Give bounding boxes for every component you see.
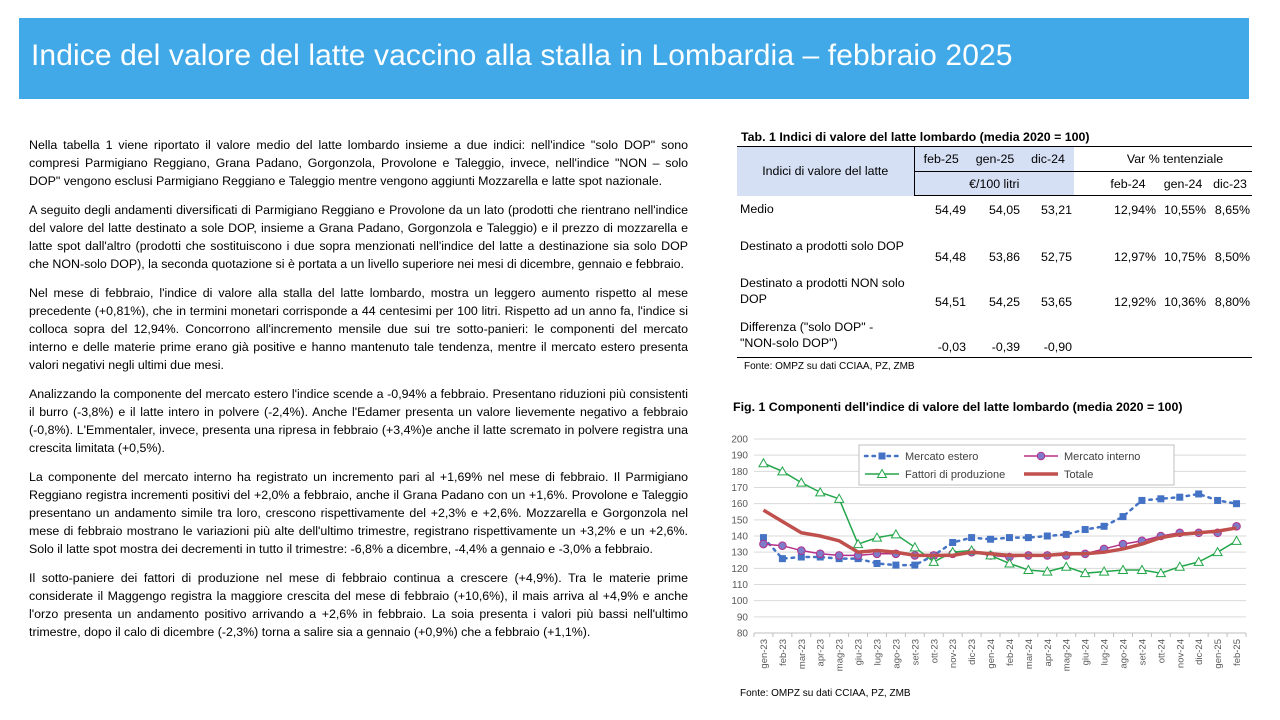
- y-tick-label: 200: [731, 434, 748, 446]
- var-month-2: gen-24: [1158, 172, 1208, 196]
- row-label: Destinato a prodotti NON solo DOP: [740, 276, 905, 306]
- table-row: [737, 314, 1252, 358]
- x-tick-label: mar-24: [1023, 639, 1035, 670]
- data-point: [1195, 490, 1202, 497]
- chart-legend: [859, 445, 1174, 485]
- table-row: [737, 269, 1252, 314]
- x-tick-label: dic-23: [967, 639, 979, 665]
- x-tick-label: mag-24: [1061, 639, 1073, 672]
- table-cell: 10,75%: [1163, 249, 1206, 264]
- col-month-1: feb-25: [914, 147, 968, 172]
- table-cell: 54,49: [934, 202, 966, 217]
- table-cell: -0,03: [914, 314, 968, 358]
- title-banner: [19, 18, 1249, 99]
- data-point: [1120, 513, 1127, 520]
- table-cell: 54,51: [934, 294, 966, 309]
- table-cell: 54,25: [988, 294, 1020, 309]
- x-tick-label: nov-23: [948, 639, 960, 669]
- table-cell: 52,75: [1040, 249, 1072, 264]
- y-tick-label: 90: [736, 612, 748, 624]
- data-point: [1005, 559, 1014, 567]
- figure-title: Fig. 1 Componenti dell'indice di valore del latte lombardo (media 2020 = 100): [733, 400, 1183, 414]
- col-month-3: dic-24: [1022, 147, 1074, 172]
- x-tick-label: ago-23: [891, 639, 903, 669]
- x-tick-label: feb-25: [1232, 639, 1244, 666]
- row-label: Differenza ("solo DOP" - "NON-solo DOP"): [737, 314, 914, 358]
- data-point: [968, 534, 975, 541]
- figure-source: Fonte: OMPZ su dati CCIAA, PZ, ZMB: [740, 688, 911, 699]
- data-point: [816, 488, 825, 496]
- data-point: [892, 562, 899, 569]
- data-point: [797, 478, 806, 486]
- y-axis-ticks: [731, 435, 748, 640]
- col-month-2: gen-25: [968, 147, 1022, 172]
- data-point: [987, 536, 994, 543]
- data-point: [911, 562, 918, 569]
- x-tick-label: gen-24: [986, 639, 998, 669]
- table-cell: 12,92%: [1113, 294, 1156, 309]
- legend-marker: [879, 453, 886, 460]
- table-cell: -0,39: [968, 314, 1022, 358]
- table-cell: 8,65%: [1214, 202, 1250, 217]
- data-point: [760, 540, 768, 548]
- page-title: Indice del valore del latte vaccino alla stalla in Lombardia – febbraio 2025: [31, 39, 1013, 72]
- y-tick-label: 150: [731, 515, 748, 527]
- var-month-1: feb-24: [1098, 172, 1158, 196]
- x-tick-label: lug-23: [872, 639, 884, 666]
- row-label: Medio: [740, 201, 774, 216]
- x-tick-label: feb-24: [1004, 639, 1016, 666]
- row-label: Destinato a prodotti solo DOP: [740, 239, 904, 253]
- legend-label: Fattori di produzione: [905, 469, 1006, 481]
- x-tick-label: gen-23: [758, 639, 770, 669]
- paragraph-1: Nella tabella 1 viene riportato il valore medio del latte lombardo insieme a due indici: nell'indice "solo DOP" sono compresi Parmigiano Reggiano, Grana Padano, Gorgonzola, Provolone e Taleggio, invece, nell'indice "NON – solo DOP" vengono esclusi Parmigiano Reggiano e Taleggio mentre vengono aggiunti Mozzarella e latte spot nazionale.: [29, 138, 688, 188]
- data-point: [779, 542, 787, 550]
- table-cell: 54,48: [934, 249, 966, 264]
- paragraph-2: A seguito degli andamenti diversificati di Parmigiano Reggiano e Provolone da un lato (prodotti che rientrano nell'indice del valore del latte destinato a sole DOP, insieme a Grana Padano, Gorgonzola e Taleggio) e il prezzo di mozzarella e latte spot dall'altro (prodotti che sostituiscono i due sopra menzionati nell'indice del latte a destinazione sia solo DOP che NON-solo DOP), la seconda quotazione si è portata a un livello superiore nei mesi di dicembre, gennaio e febbraio.: [29, 203, 688, 271]
- x-tick-label: lug-24: [1099, 639, 1111, 666]
- data-point: [1233, 500, 1240, 507]
- data-point: [798, 547, 806, 555]
- x-tick-label: dic-24: [1194, 639, 1206, 665]
- data-point: [1062, 562, 1071, 570]
- table-cell: 10,36%: [1163, 294, 1206, 309]
- paragraph-3: Nel mese di febbraio, l'indice di valore alla stalla del latte lombardo, mostra un leggero aumento rispetto al mese precedente (+0,81%), che in termini monetari corrisponde a 44 centesimi per 100 litri. Rispetto ad un anno fa, l'indice si colloca sopra del 12,94%. Concorrono all'incremento mensile due sui tre sotto-panieri: le componenti del mercato interno e delle materie prime erano già positive e hanno mantenuto tale tendenza, mentre il mercato estero presenta valori negativi negli ultimi due mesi.: [29, 286, 688, 372]
- y-tick-label: 80: [736, 628, 748, 640]
- x-tick-label: set-23: [910, 639, 922, 666]
- x-tick-label: apr-24: [1042, 639, 1054, 667]
- y-tick-label: 180: [731, 466, 748, 478]
- x-tick-label: giu-24: [1080, 639, 1092, 666]
- table-row: [737, 224, 1252, 269]
- legend-label: Totale: [1064, 469, 1094, 481]
- data-point: [1082, 526, 1089, 533]
- data-point: [1063, 531, 1070, 538]
- x-tick-label: ago-24: [1118, 639, 1130, 669]
- y-tick-label: 190: [731, 450, 748, 462]
- y-tick-label: 170: [731, 483, 748, 494]
- x-tick-label: ott-24: [1156, 639, 1168, 664]
- table-cell: 54,05: [988, 202, 1020, 217]
- body-text: [29, 136, 688, 652]
- data-point: [759, 459, 768, 467]
- data-point: [1101, 523, 1108, 530]
- data-point: [1157, 495, 1164, 502]
- components-chart: [726, 428, 1256, 686]
- table-cell: 12,94%: [1113, 202, 1156, 217]
- data-point: [910, 543, 919, 551]
- table-cell: 53,65: [1040, 294, 1072, 309]
- table-header-label: Indici di valore del latte: [737, 147, 914, 196]
- data-point: [1232, 536, 1241, 544]
- x-axis-ticks: [759, 639, 1243, 671]
- data-point: [1138, 497, 1145, 504]
- y-tick-label: 120: [731, 563, 748, 575]
- data-point: [816, 550, 824, 558]
- table-row: [737, 196, 1252, 224]
- data-point: [1006, 534, 1013, 541]
- table-cell: 8,50%: [1214, 249, 1250, 264]
- table-cell: 53,21: [1040, 202, 1072, 217]
- legend-label: Mercato estero: [905, 451, 979, 463]
- x-tick-label: mar-23: [796, 639, 808, 670]
- x-tick-label: nov-24: [1175, 639, 1187, 669]
- legend-marker: [1037, 452, 1045, 460]
- data-point: [779, 555, 786, 562]
- table-cell: -0,90: [1022, 314, 1074, 358]
- y-tick-label: 110: [732, 580, 748, 591]
- x-tick-label: gen-25: [1213, 639, 1225, 669]
- paragraph-4: Analizzando la componente del mercato estero l'indice scende a -0,94% a febbraio. Presentano riduzioni più consistenti il burro (-3,8%) e il latte intero in polvere (-2,4%). Anche l'Edamer presenta un valore lievemente negativo a febbraio (-0,8%). L'Emmentaler, invece, presenta una ripresa in febbraio (+3,4%)e anche il latte scremato in polvere registra una crescita limitata (+0,5%).: [29, 387, 688, 455]
- table-title: Tab. 1 Indici di valore del latte lombardo (media 2020 = 100): [741, 130, 1090, 144]
- x-tick-label: set-24: [1137, 639, 1149, 666]
- data-point: [891, 530, 900, 538]
- x-tick-label: feb-23: [777, 639, 789, 666]
- x-tick-label: ott-23: [929, 639, 941, 664]
- series-line: [763, 510, 1236, 555]
- table-cell: [1098, 314, 1158, 358]
- table-cell: 12,97%: [1113, 249, 1156, 264]
- legend-label: Mercato interno: [1064, 451, 1141, 463]
- data-point: [949, 539, 956, 546]
- y-tick-label: 160: [731, 499, 748, 511]
- data-point: [1025, 534, 1032, 541]
- y-tick-label: 140: [731, 531, 748, 543]
- data-point: [835, 552, 843, 560]
- data-point: [1176, 494, 1183, 501]
- data-point: [874, 560, 881, 567]
- data-point: [1194, 557, 1203, 565]
- y-tick-label: 130: [731, 547, 748, 559]
- table-cell: [1208, 314, 1252, 358]
- x-tick-label: mag-23: [834, 639, 846, 672]
- data-point: [1044, 533, 1051, 540]
- x-tick-label: giu-23: [853, 639, 865, 666]
- y-tick-label: 100: [731, 596, 748, 608]
- data-point: [1214, 497, 1221, 504]
- index-table: [737, 146, 1252, 358]
- table-cell: [1158, 314, 1208, 358]
- table-cell: 10,55%: [1163, 202, 1206, 217]
- var-header: Var % tentenziale: [1098, 147, 1252, 172]
- x-tick-label: apr-23: [815, 639, 827, 667]
- paragraph-6: Il sotto-paniere dei fattori di produzione nel mese di febbraio continua a crescere (+4,9%). Tra le materie prime considerate il Maggengo registra la maggiore crescita del mese di febbraio (+10,6%), il mais arriva al +4,9% e anche l'orzo presenta un andamento positivo arrivando a +2,6% in febbraio. La soia presenta i valori più bassi nell'ultimo trimestre, dopo il calo di dicembre (-2,3%) torna a salire sia a gennaio (+0,9%) che a febbraio (+1,1%).: [29, 571, 688, 639]
- var-month-3: dic-23: [1208, 172, 1252, 196]
- paragraph-5: La componente del mercato interno ha registrato un incremento pari al +1,69% nel mese di febbraio. Il Parmigiano Reggiano registra incrementi positivi del +2,0% a febbraio, anche il Grana Padano con un +1,6%. Provolone e Taleggio presentano un andamento simile tra loro, crescono rispettivamente del +2,3% e +2,6%. Mozzarella e Gorgonzola nel mese di febbraio mostrano le variazioni più alte dell'ultimo trimestre, registrano rispettivamente un +3,2% e un +2,6%. Solo il latte spot mostra dei decrementi in tutto il trimestre: -6,8% a dicembre, -4,4% a gennaio e -3,0% a febbraio.: [29, 470, 688, 556]
- table-cell: 8,80%: [1214, 294, 1250, 309]
- table-source: Fonte: OMPZ su dati CCIAA, PZ, ZMB: [744, 361, 915, 372]
- table-cell: 53,86: [988, 249, 1020, 264]
- series-totale: [763, 510, 1236, 555]
- unit-header: €/100 litri: [914, 172, 1074, 196]
